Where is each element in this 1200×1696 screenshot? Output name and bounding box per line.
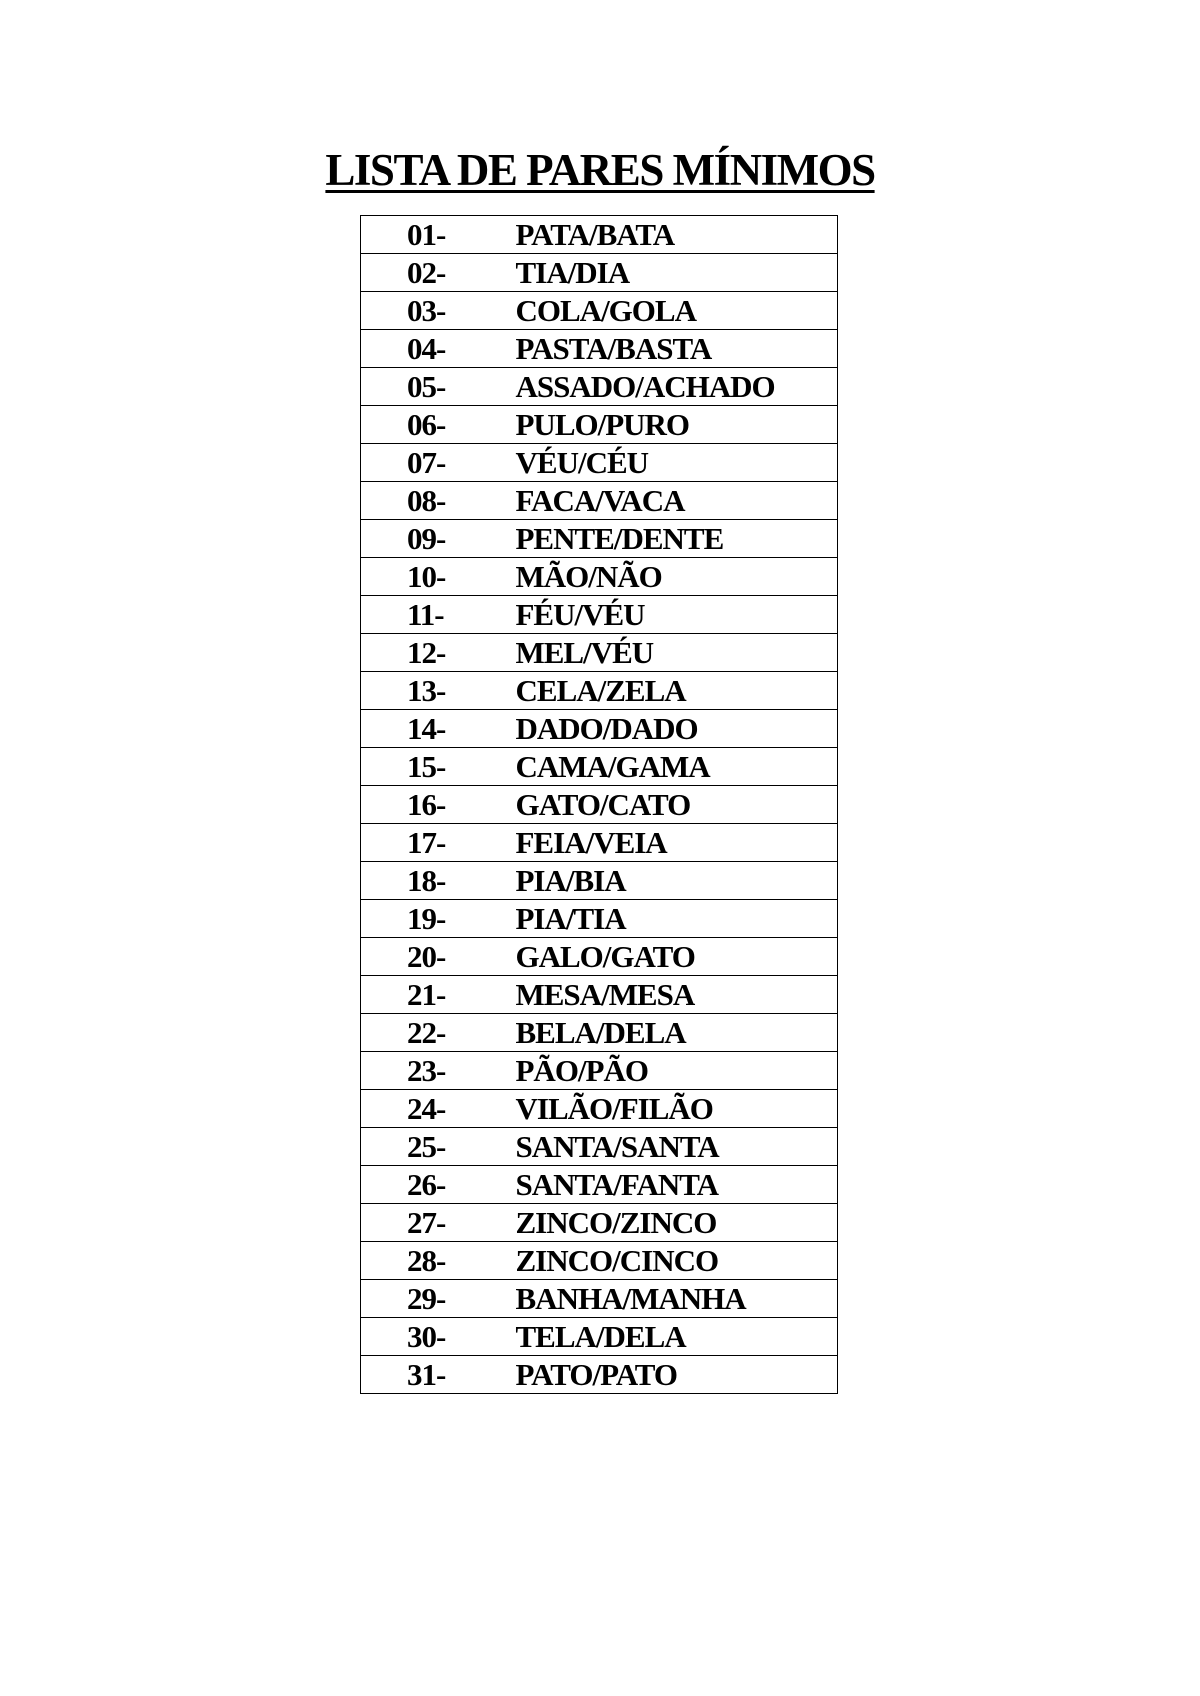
row-number: 30- — [361, 1318, 516, 1356]
table-row — [361, 634, 838, 672]
table-row — [361, 520, 838, 558]
table-row — [361, 1280, 838, 1318]
table-row — [361, 482, 838, 520]
row-number: 19- — [361, 900, 516, 938]
minimal-pair: MEL/VÉU — [516, 634, 838, 672]
minimal-pair: CAMA/GAMA — [516, 748, 838, 786]
minimal-pair: GALO/GATO — [516, 938, 838, 976]
row-number: 24- — [361, 1090, 516, 1128]
table-row — [361, 1204, 838, 1242]
table-row — [361, 558, 838, 596]
table-row — [361, 1128, 838, 1166]
row-number: 13- — [361, 672, 516, 710]
row-number: 01- — [361, 216, 516, 254]
row-number: 14- — [361, 710, 516, 748]
row-number: 22- — [361, 1014, 516, 1052]
table-body — [361, 216, 838, 1394]
minimal-pair: PIA/TIA — [516, 900, 838, 938]
row-number: 03- — [361, 292, 516, 330]
minimal-pairs-table — [360, 215, 838, 1394]
table-row — [361, 1318, 838, 1356]
table-row — [361, 900, 838, 938]
minimal-pair: TIA/DIA — [516, 254, 838, 292]
minimal-pair: CELA/ZELA — [516, 672, 838, 710]
table-row — [361, 254, 838, 292]
row-number: 28- — [361, 1242, 516, 1280]
table-row — [361, 938, 838, 976]
row-number: 21- — [361, 976, 516, 1014]
table-row — [361, 368, 838, 406]
row-number: 31- — [361, 1356, 516, 1394]
minimal-pair: COLA/GOLA — [516, 292, 838, 330]
table-row — [361, 976, 838, 1014]
table-row — [361, 710, 838, 748]
minimal-pair: BANHA/MANHA — [516, 1280, 838, 1318]
minimal-pair: ZINCO/ZINCO — [516, 1204, 838, 1242]
table-row — [361, 406, 838, 444]
minimal-pair: FÉU/VÉU — [516, 596, 838, 634]
minimal-pair: PASTA/BASTA — [516, 330, 838, 368]
row-number: 25- — [361, 1128, 516, 1166]
row-number: 29- — [361, 1280, 516, 1318]
row-number: 06- — [361, 406, 516, 444]
minimal-pair: SANTA/SANTA — [516, 1128, 838, 1166]
table-row — [361, 1014, 838, 1052]
table-row — [361, 1090, 838, 1128]
minimal-pair: PULO/PURO — [516, 406, 838, 444]
minimal-pair: VILÃO/FILÃO — [516, 1090, 838, 1128]
table-row — [361, 216, 838, 254]
table-row — [361, 444, 838, 482]
minimal-pair: SANTA/FANTA — [516, 1166, 838, 1204]
row-number: 10- — [361, 558, 516, 596]
minimal-pair: ZINCO/CINCO — [516, 1242, 838, 1280]
row-number: 16- — [361, 786, 516, 824]
row-number: 17- — [361, 824, 516, 862]
table-row — [361, 748, 838, 786]
table-row — [361, 824, 838, 862]
table-row — [361, 330, 838, 368]
table-row — [361, 1166, 838, 1204]
row-number: 08- — [361, 482, 516, 520]
minimal-pair: PÃO/PÃO — [516, 1052, 838, 1090]
row-number: 20- — [361, 938, 516, 976]
minimal-pair: PENTE/DENTE — [516, 520, 838, 558]
row-number: 23- — [361, 1052, 516, 1090]
row-number: 27- — [361, 1204, 516, 1242]
minimal-pair: FACA/VACA — [516, 482, 838, 520]
table-row — [361, 292, 838, 330]
row-number: 02- — [361, 254, 516, 292]
table-row — [361, 1356, 838, 1394]
table-row — [361, 1242, 838, 1280]
row-number: 07- — [361, 444, 516, 482]
table-row — [361, 596, 838, 634]
minimal-pair: PATO/PATO — [516, 1356, 838, 1394]
minimal-pair: PATA/BATA — [516, 216, 838, 254]
minimal-pair: MÃO/NÃO — [516, 558, 838, 596]
table-row — [361, 862, 838, 900]
row-number: 26- — [361, 1166, 516, 1204]
minimal-pair: ASSADO/ACHADO — [516, 368, 838, 406]
row-number: 18- — [361, 862, 516, 900]
minimal-pair: MESA/MESA — [516, 976, 838, 1014]
page-title: LISTA DE PARES MÍNIMOS — [325, 145, 875, 195]
minimal-pair: PIA/BIA — [516, 862, 838, 900]
table-row — [361, 1052, 838, 1090]
minimal-pair: VÉU/CÉU — [516, 444, 838, 482]
row-number: 11- — [361, 596, 516, 634]
row-number: 04- — [361, 330, 516, 368]
row-number: 15- — [361, 748, 516, 786]
minimal-pair: BELA/DELA — [516, 1014, 838, 1052]
minimal-pair: FEIA/VEIA — [516, 824, 838, 862]
row-number: 05- — [361, 368, 516, 406]
minimal-pair: DADO/DADO — [516, 710, 838, 748]
table-row — [361, 786, 838, 824]
minimal-pair: GATO/CATO — [516, 786, 838, 824]
row-number: 12- — [361, 634, 516, 672]
row-number: 09- — [361, 520, 516, 558]
table-row — [361, 672, 838, 710]
minimal-pair: TELA/DELA — [516, 1318, 838, 1356]
